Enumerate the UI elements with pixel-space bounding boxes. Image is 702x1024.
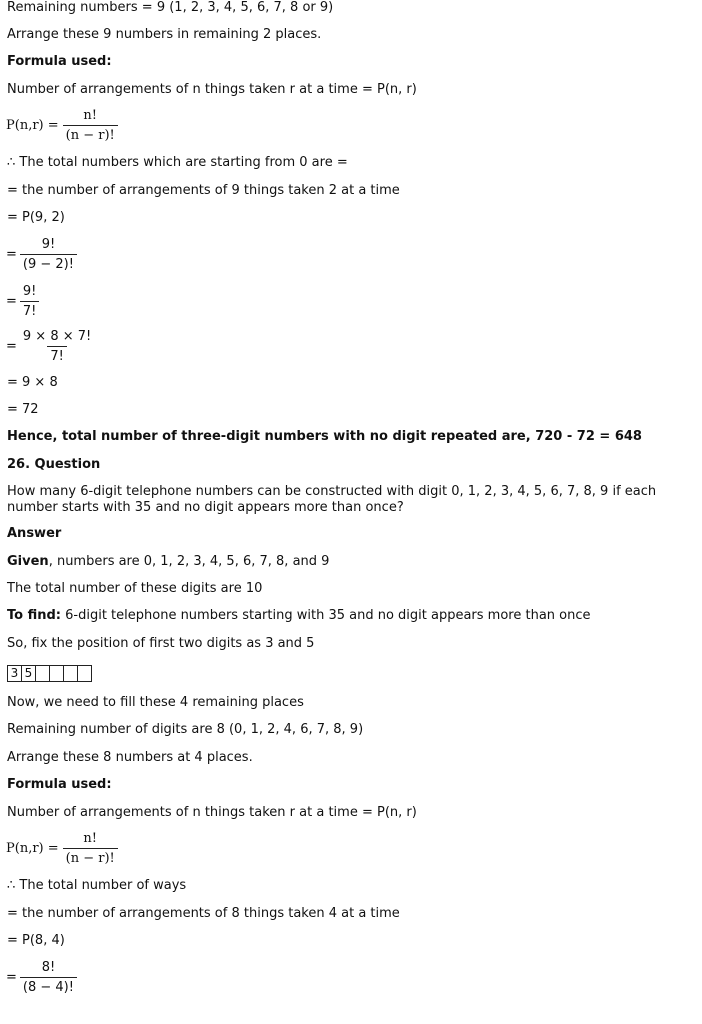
fraction-numerator: n! xyxy=(83,108,97,123)
formula-used-heading-2: Formula used: xyxy=(7,777,112,792)
fraction-denominator: 7! xyxy=(47,346,66,364)
fill-remaining-text: Now, we need to fill these 4 remaining places xyxy=(7,695,304,710)
expanded-fraction xyxy=(6,329,94,364)
total-ways-text: ∴ The total number of ways xyxy=(7,878,187,893)
given-label: Given xyxy=(7,554,49,569)
to-find-label: To find: xyxy=(7,608,61,623)
equals-sign: = xyxy=(6,970,17,985)
formula-fraction xyxy=(63,831,118,866)
fraction-numerator: 8! xyxy=(41,960,56,975)
nine-factorial-fraction xyxy=(6,237,77,272)
digit-box: 3 xyxy=(8,666,22,681)
given-text: , numbers are 0, 1, 2, 3, 4, 5, 6, 7, 8, and 9 xyxy=(48,554,330,569)
formula-used-heading: Formula used: xyxy=(7,54,112,69)
fraction xyxy=(20,960,77,995)
digit-box xyxy=(78,666,91,681)
remaining-digits-text: Remaining number of digits are 8 (0, 1, 2, 4, 6, 7, 8, 9) xyxy=(7,722,364,737)
seventy-two-text: = 72 xyxy=(7,402,39,417)
fraction-numerator: 9 × 8 × 7! xyxy=(22,329,92,344)
equals-sign: = xyxy=(6,247,17,262)
digit-box xyxy=(36,666,50,681)
p-8-4-text: = P(8, 4) xyxy=(7,933,65,948)
eight-factorial-fraction xyxy=(6,960,77,995)
hence-conclusion: Hence, total number of three-digit numbers with no digit repeated are, 720 - 72 = 648 xyxy=(7,429,642,444)
question-title: 26. Question xyxy=(7,457,101,472)
formula-lhs: P(n,r) = xyxy=(6,841,59,856)
arrangements-8-4-text: = the number of arrangements of 8 things taken 4 at a time xyxy=(7,906,400,921)
fraction-numerator: 9! xyxy=(41,237,56,252)
arrange-nine-text: Arrange these 9 numbers in remaining 2 places. xyxy=(7,27,322,42)
nine-over-seven-fraction xyxy=(6,284,39,319)
formula-lhs: P(n,r) = xyxy=(6,118,59,133)
fraction-denominator: 7! xyxy=(20,301,39,319)
arrangements-definition-2: Number of arrangements of n things taken r at a time = P(n, r) xyxy=(7,805,417,820)
given-line xyxy=(7,554,329,570)
question-text: How many 6-digit telephone numbers can be constructed with digit 0, 1, 2, 3, 4, 5, 6, 7, 8, 9 if each number starts with 35 and no digit appears more than once? xyxy=(7,484,657,515)
arrange-eight-text: Arrange these 8 numbers at 4 places. xyxy=(7,750,253,765)
fraction xyxy=(20,237,77,272)
permutation-formula xyxy=(6,108,118,143)
fraction-denominator: (8 − 4)! xyxy=(20,977,77,995)
fraction-numerator: 9! xyxy=(22,284,37,299)
fraction-denominator: (n − r)! xyxy=(63,848,118,866)
fraction xyxy=(20,329,94,364)
to-find-line xyxy=(7,608,591,624)
nine-times-eight-text: = 9 × 8 xyxy=(7,375,58,390)
remaining-numbers-text: Remaining numbers = 9 (1, 2, 3, 4, 5, 6, 7, 8 or 9) xyxy=(7,0,334,15)
fix-position-text: So, fix the position of first two digits as 3 and 5 xyxy=(7,636,315,651)
digit-boxes xyxy=(7,665,92,682)
fraction-denominator: (9 − 2)! xyxy=(20,254,77,272)
digit-box: 5 xyxy=(22,666,36,681)
arrangements-9-2-text: = the number of arrangements of 9 things taken 2 at a time xyxy=(7,183,400,198)
equals-sign: = xyxy=(6,339,17,354)
answer-heading: Answer xyxy=(7,526,62,541)
fraction-denominator: (n − r)! xyxy=(63,125,118,143)
digit-box xyxy=(64,666,78,681)
fraction-numerator: n! xyxy=(83,831,97,846)
total-digits-text: The total number of these digits are 10 xyxy=(7,581,263,596)
total-starting-zero-text: ∴ The total numbers which are starting from 0 are = xyxy=(7,155,348,170)
arrangements-definition: Number of arrangements of n things taken r at a time = P(n, r) xyxy=(7,82,417,97)
p-9-2-text: = P(9, 2) xyxy=(7,210,65,225)
fraction xyxy=(20,284,39,319)
permutation-formula-2 xyxy=(6,831,118,866)
equals-sign: = xyxy=(6,294,17,309)
to-find-text: 6-digit telephone numbers starting with 35 and no digit appears more than once xyxy=(61,608,591,623)
formula-fraction xyxy=(63,108,118,143)
digit-box xyxy=(50,666,64,681)
